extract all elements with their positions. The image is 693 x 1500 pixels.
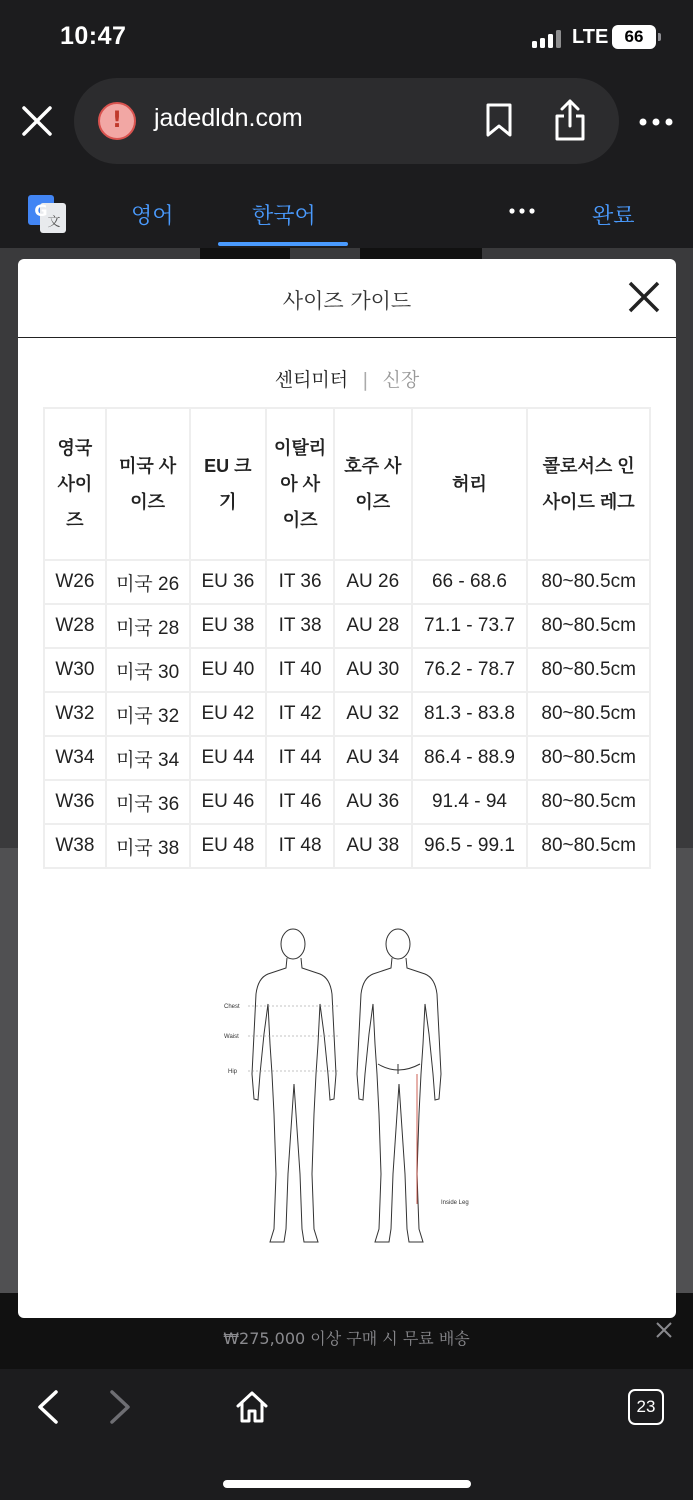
cell-us: 미국 36 xyxy=(106,780,190,824)
active-tab-indicator xyxy=(218,242,348,246)
cell-inside-leg: 80~80.5cm xyxy=(527,604,650,648)
unit-toggle xyxy=(18,365,676,392)
cell-uk: W32 xyxy=(44,692,106,736)
chest-label: Chest xyxy=(224,1004,240,1010)
cell-waist: 81.3 - 83.8 xyxy=(412,692,528,736)
cell-au: AU 26 xyxy=(334,560,412,604)
tab-count-button[interactable]: 23 xyxy=(628,1389,664,1425)
share-icon[interactable] xyxy=(552,98,588,142)
cell-it: IT 48 xyxy=(266,824,334,868)
translate-done-button[interactable]: 완료 xyxy=(592,204,635,229)
cell-us: 미국 34 xyxy=(106,736,190,780)
translate-more-icon[interactable] xyxy=(508,206,536,216)
cell-waist: 86.4 - 88.9 xyxy=(412,736,528,780)
cell-us: 미국 26 xyxy=(106,560,190,604)
size-guide-modal xyxy=(18,259,676,1318)
status-bar xyxy=(0,0,693,74)
body-measurement-illustration xyxy=(198,924,488,1254)
cell-us: 미국 30 xyxy=(106,648,190,692)
translate-target-tab[interactable]: 한국어 xyxy=(252,204,316,229)
more-options-icon[interactable] xyxy=(638,108,674,136)
hip-label: Hip xyxy=(228,1069,238,1075)
cell-inside-leg: 80~80.5cm xyxy=(527,692,650,736)
close-icon[interactable] xyxy=(20,104,54,138)
cell-uk: W28 xyxy=(44,604,106,648)
table-row xyxy=(44,736,650,780)
cell-au: AU 30 xyxy=(334,648,412,692)
header-inside-leg: 콜로서스 인사이드 레그 xyxy=(527,408,650,560)
unit-separator: | xyxy=(362,369,369,391)
promo-close-icon[interactable] xyxy=(655,1321,673,1339)
header-eu: EU 크기 xyxy=(190,408,267,560)
cell-waist: 76.2 - 78.7 xyxy=(412,648,528,692)
cell-inside-leg: 80~80.5cm xyxy=(527,824,650,868)
cell-it: IT 36 xyxy=(266,560,334,604)
modal-title: 사이즈 가이드 xyxy=(282,289,412,313)
waist-label: Waist xyxy=(224,1034,239,1040)
cell-eu: EU 38 xyxy=(190,604,267,648)
header-uk: 영국 사이즈 xyxy=(44,408,106,560)
modal-header xyxy=(18,259,676,338)
cell-it: IT 38 xyxy=(266,604,334,648)
inside-leg-label: Inside Leg xyxy=(441,1200,469,1206)
bookmark-icon[interactable] xyxy=(484,102,514,138)
url-text[interactable]: jadedldn.com xyxy=(154,104,303,132)
cell-it: IT 46 xyxy=(266,780,334,824)
table-row xyxy=(44,560,650,604)
cell-eu: EU 36 xyxy=(190,560,267,604)
cell-uk: W26 xyxy=(44,560,106,604)
cell-inside-leg: 80~80.5cm xyxy=(527,560,650,604)
table-row xyxy=(44,824,650,868)
svg-text:G: G xyxy=(34,201,48,220)
cell-uk: W38 xyxy=(44,824,106,868)
modal-close-icon[interactable] xyxy=(626,279,662,315)
header-waist: 허리 xyxy=(412,408,528,560)
forward-icon[interactable] xyxy=(106,1389,134,1425)
table-row xyxy=(44,648,650,692)
cell-eu: EU 46 xyxy=(190,780,267,824)
svg-text:文: 文 xyxy=(47,215,61,230)
header-it: 이탈리아 사이즈 xyxy=(266,408,334,560)
header-us: 미국 사이즈 xyxy=(106,408,190,560)
cell-us: 미국 38 xyxy=(106,824,190,868)
size-table xyxy=(43,407,651,869)
unit-inch-button[interactable]: 신장 xyxy=(382,369,420,391)
cell-inside-leg: 80~80.5cm xyxy=(527,736,650,780)
cell-inside-leg: 80~80.5cm xyxy=(527,780,650,824)
cell-us: 미국 32 xyxy=(106,692,190,736)
browser-toolbar xyxy=(0,1369,693,1500)
header-au: 호주 사이즈 xyxy=(334,408,412,560)
battery-icon: 66 xyxy=(612,25,656,49)
cell-it: IT 42 xyxy=(266,692,334,736)
table-row xyxy=(44,780,650,824)
cell-au: AU 28 xyxy=(334,604,412,648)
translate-bar xyxy=(0,178,693,248)
cell-waist: 96.5 - 99.1 xyxy=(412,824,528,868)
cell-it: IT 44 xyxy=(266,736,334,780)
signal-icon xyxy=(532,30,562,48)
cell-waist: 71.1 - 73.7 xyxy=(412,604,528,648)
network-type: LTE xyxy=(572,26,609,48)
google-translate-icon xyxy=(28,195,66,233)
cell-au: AU 32 xyxy=(334,692,412,736)
cell-au: AU 38 xyxy=(334,824,412,868)
cell-eu: EU 40 xyxy=(190,648,267,692)
cell-eu: EU 42 xyxy=(190,692,267,736)
promo-text: ₩275,000 이상 구매 시 무료 배송 xyxy=(223,1329,470,1348)
address-bar[interactable] xyxy=(74,78,619,164)
cell-eu: EU 44 xyxy=(190,736,267,780)
table-row xyxy=(44,692,650,736)
cell-uk: W34 xyxy=(44,736,106,780)
cell-au: AU 36 xyxy=(334,780,412,824)
clock: 10:47 xyxy=(60,22,127,50)
translate-source-tab[interactable]: 영어 xyxy=(131,204,174,229)
cell-it: IT 40 xyxy=(266,648,334,692)
cell-au: AU 34 xyxy=(334,736,412,780)
cell-inside-leg: 80~80.5cm xyxy=(527,648,650,692)
back-icon[interactable] xyxy=(34,1389,62,1425)
warning-icon[interactable]: ! xyxy=(98,102,136,140)
cell-uk: W36 xyxy=(44,780,106,824)
cell-eu: EU 48 xyxy=(190,824,267,868)
cell-uk: W30 xyxy=(44,648,106,692)
table-row xyxy=(44,604,650,648)
home-icon[interactable] xyxy=(234,1389,270,1425)
home-indicator xyxy=(223,1480,471,1488)
cell-waist: 91.4 - 94 xyxy=(412,780,528,824)
cell-waist: 66 - 68.6 xyxy=(412,560,528,604)
cell-us: 미국 28 xyxy=(106,604,190,648)
unit-cm-button[interactable]: 센티미터 xyxy=(274,369,349,391)
